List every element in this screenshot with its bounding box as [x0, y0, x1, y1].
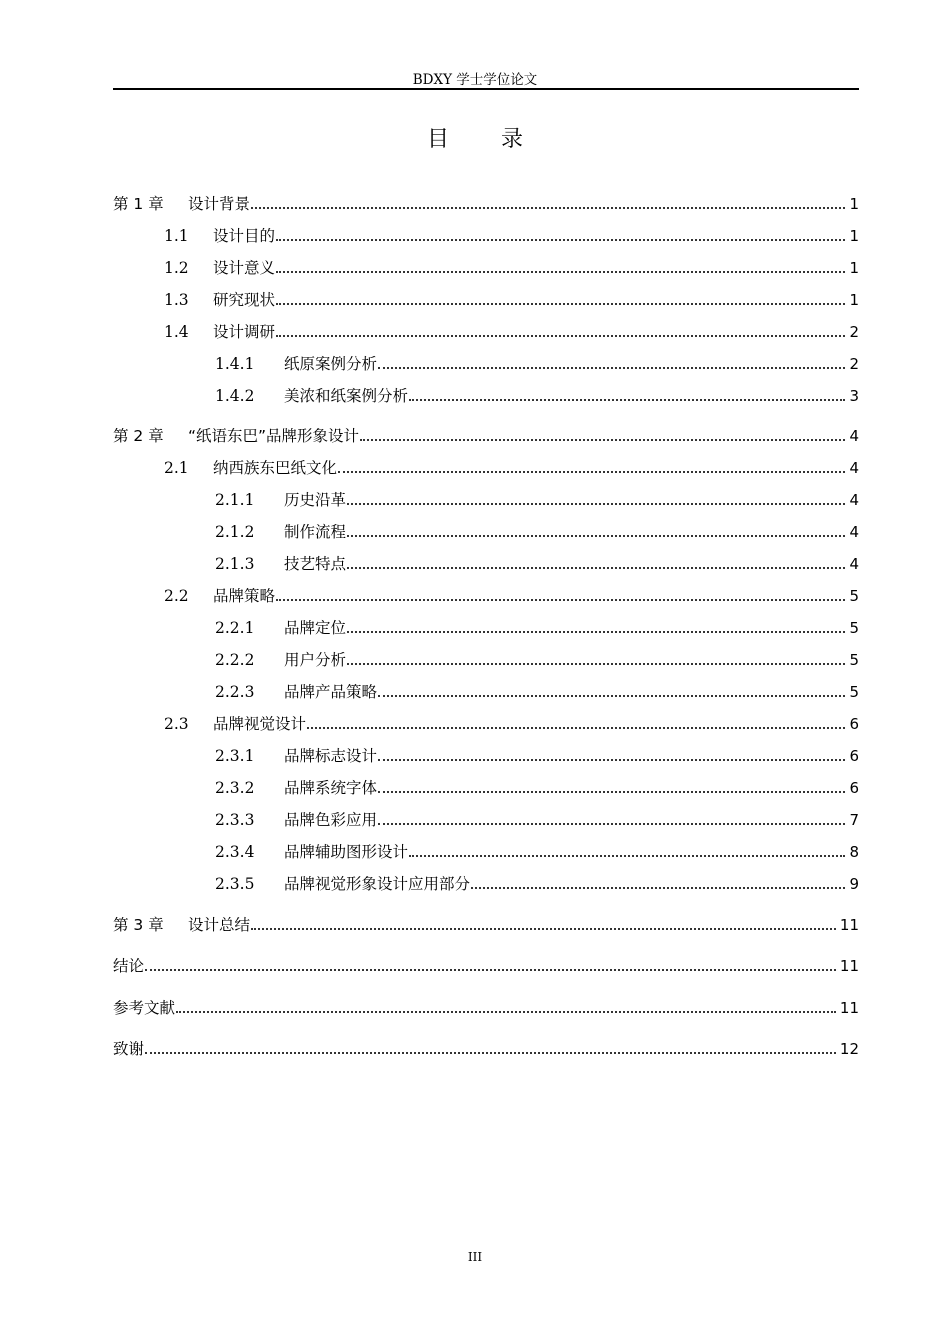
toc-entry-title: 结论: [113, 957, 145, 975]
dot-leader: [276, 599, 845, 601]
toc-entry-number: 2.2: [164, 587, 189, 605]
toc-entry-page: 9: [849, 875, 859, 893]
dot-leader: [176, 1011, 836, 1013]
dot-leader: [307, 727, 845, 729]
dot-leader: [347, 535, 845, 537]
dot-leader: [378, 695, 845, 697]
toc-entry[interactable]: [113, 424, 859, 446]
toc-entry[interactable]: [113, 288, 859, 310]
toc-entry-number: 第 3 章: [113, 916, 164, 934]
toc-entry-title: 设计背景: [188, 195, 251, 213]
dot-leader: [347, 631, 845, 633]
toc-entry-title: 设计意义: [213, 259, 276, 277]
dot-leader: [347, 503, 845, 505]
toc-entry[interactable]: [113, 712, 859, 734]
toc-entry[interactable]: [113, 913, 859, 935]
toc-entry-title: 纸原案例分析: [284, 355, 378, 373]
toc-entry-title: 技艺特点: [284, 555, 347, 573]
dot-leader: [145, 969, 836, 971]
toc-entry-number: 2.3.1: [215, 747, 255, 765]
toc-entry-number: 2.2.2: [215, 651, 255, 669]
toc-entry-number: 1.3: [164, 291, 189, 309]
toc-entry-number: 2.1.2: [215, 523, 255, 541]
toc-entry-number: 2.2.1: [215, 619, 255, 637]
toc-entry-number: 1.4: [164, 323, 189, 341]
toc-entry-page: 1: [849, 291, 859, 309]
toc-entry[interactable]: [113, 192, 859, 214]
toc-entry[interactable]: [113, 520, 859, 542]
toc-entry[interactable]: [113, 996, 859, 1018]
toc-entry-title: 品牌视觉设计: [213, 715, 307, 733]
toc-entry-number: 2.2.3: [215, 683, 255, 701]
page-number: III: [467, 1250, 483, 1264]
toc-entry[interactable]: [113, 488, 859, 510]
toc-entry-page: 6: [849, 779, 859, 797]
toc-entry-page: 5: [849, 683, 859, 701]
toc-entry-page: 1: [849, 195, 859, 213]
toc-entry-page: 8: [849, 843, 859, 861]
toc-entry-number: 1.4.2: [215, 387, 255, 405]
toc-entry[interactable]: [113, 808, 859, 830]
toc-entry-number: 2.1: [164, 459, 189, 477]
toc-entry-title: 纳西族东巴纸文化: [213, 459, 338, 477]
toc-entry-title: 品牌产品策略: [284, 683, 378, 701]
toc-entry-title: 美浓和纸案例分析: [284, 387, 409, 405]
dot-leader: [347, 663, 845, 665]
toc-entry-number: 2.1.3: [215, 555, 255, 573]
toc-entry-page: 6: [849, 747, 859, 765]
toc-entry-title: 设计调研: [213, 323, 276, 341]
dot-leader: [378, 759, 845, 761]
toc-entry-page: 1: [849, 259, 859, 277]
toc-entry-number: 第 2 章: [113, 427, 164, 445]
dot-leader: [378, 367, 845, 369]
toc-entry[interactable]: [113, 352, 859, 374]
toc-entry-title: 设计目的: [213, 227, 276, 245]
toc-entry-number: 2.3.3: [215, 811, 255, 829]
dot-leader: [276, 335, 845, 337]
toc-entry[interactable]: [113, 648, 859, 670]
toc-entry-page: 2: [849, 355, 859, 373]
toc-entry[interactable]: [113, 776, 859, 798]
toc-entry-number: 1.4.1: [215, 355, 255, 373]
toc-entry-page: 4: [849, 491, 859, 509]
toc-entry-page: 12: [839, 1040, 859, 1058]
toc-entry-number: 2.3.5: [215, 875, 255, 893]
toc-entry-number: 2.3.4: [215, 843, 255, 861]
dot-leader: [251, 207, 845, 209]
toc-entry[interactable]: [113, 872, 859, 894]
toc-entry[interactable]: [113, 384, 859, 406]
toc-entry-page: 6: [849, 715, 859, 733]
toc-entry-title: 致谢: [113, 1040, 145, 1058]
toc-entry[interactable]: [113, 584, 859, 606]
toc-entry-number: 第 1 章: [113, 195, 164, 213]
dot-leader: [471, 887, 845, 889]
dot-leader: [276, 271, 845, 273]
toc-entry[interactable]: [113, 224, 859, 246]
dot-leader: [347, 567, 845, 569]
dot-leader: [409, 855, 845, 857]
toc-entry-page: 4: [849, 523, 859, 541]
toc-entry[interactable]: [113, 744, 859, 766]
toc-entry[interactable]: [113, 616, 859, 638]
toc-entry[interactable]: [113, 680, 859, 702]
toc-entry-page: 11: [839, 957, 859, 975]
toc-entry-title: 参考文献: [113, 999, 176, 1017]
toc-title: 目录: [426, 127, 575, 152]
toc-entry-page: 7: [849, 811, 859, 829]
toc-entry-title: 品牌标志设计: [284, 747, 378, 765]
toc-entry[interactable]: [113, 456, 859, 478]
dot-leader: [360, 439, 845, 441]
toc-entry-page: 3: [849, 387, 859, 405]
toc-entry[interactable]: [113, 840, 859, 862]
toc-entry-title: 制作流程: [284, 523, 347, 541]
toc-entry-title: 品牌策略: [213, 587, 276, 605]
table-of-contents: [113, 0, 859, 1100]
dot-leader: [251, 928, 836, 930]
toc-entry-title: 品牌辅助图形设计: [284, 843, 409, 861]
toc-entry-page: 4: [849, 427, 859, 445]
dot-leader: [338, 471, 845, 473]
toc-entry-title: 品牌视觉形象设计应用部分: [284, 875, 471, 893]
toc-entry[interactable]: [113, 954, 859, 976]
toc-entry-page: 11: [839, 999, 859, 1017]
dot-leader: [276, 303, 845, 305]
toc-entry-page: 5: [849, 651, 859, 669]
toc-entry[interactable]: [113, 256, 859, 278]
toc-entry[interactable]: [113, 1037, 859, 1059]
toc-entry[interactable]: [113, 320, 859, 342]
dot-leader: [378, 791, 845, 793]
toc-entry-title: 品牌系统字体: [284, 779, 378, 797]
toc-entry-page: 11: [839, 916, 859, 934]
dot-leader: [145, 1052, 836, 1054]
toc-entry[interactable]: [113, 552, 859, 574]
dot-leader: [409, 399, 845, 401]
toc-entry-page: 4: [849, 459, 859, 477]
toc-entry-title: 研究现状: [213, 291, 276, 309]
toc-entry-number: 2.3.2: [215, 779, 255, 797]
toc-entry-number: 2.1.1: [215, 491, 255, 509]
toc-entry-number: 1.1: [164, 227, 189, 245]
toc-entry-number: 1.2: [164, 259, 189, 277]
toc-entry-page: 4: [849, 555, 859, 573]
toc-entry-title: 用户分析: [284, 651, 347, 669]
toc-entry-page: 5: [849, 587, 859, 605]
toc-entry-title: 品牌定位: [284, 619, 347, 637]
toc-entry-page: 2: [849, 323, 859, 341]
toc-entry-page: 5: [849, 619, 859, 637]
toc-entry-title: 品牌色彩应用: [284, 811, 378, 829]
dot-leader: [276, 239, 845, 241]
toc-entry-page: 1: [849, 227, 859, 245]
dot-leader: [378, 823, 845, 825]
toc-entry-title: 历史沿革: [284, 491, 347, 509]
running-header: BDXY 学士学位论文: [412, 72, 538, 88]
toc-entry-title: “纸语东巴”品牌形象设计: [188, 427, 360, 445]
toc-entry-number: 2.3: [164, 715, 189, 733]
toc-entry-title: 设计总结: [188, 916, 251, 934]
